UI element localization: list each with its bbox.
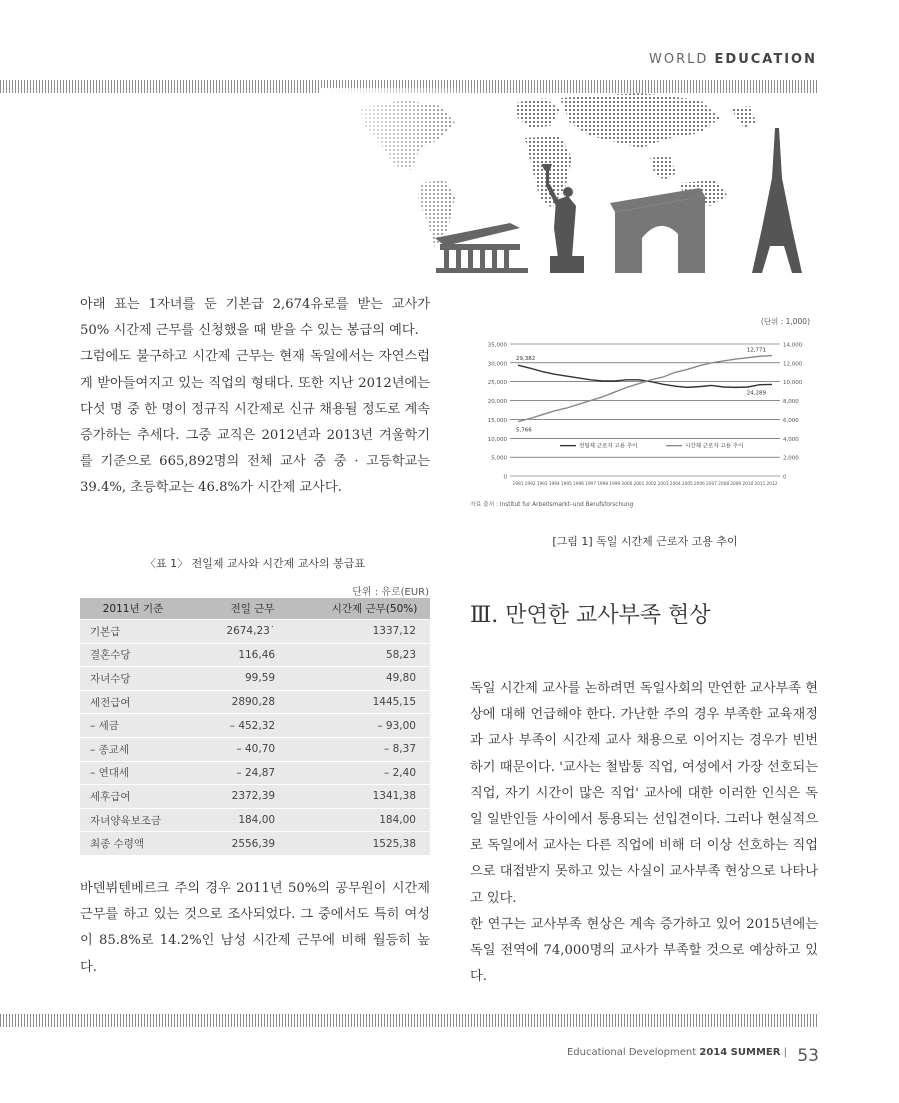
table-row: [80, 761, 430, 785]
table-body: [80, 620, 430, 855]
series-line: [518, 365, 772, 387]
section-title: Ⅲ. 만연한 교사부족 현상: [470, 603, 711, 628]
paragraph: 독일 시간제 교사를 논하려면 독일사회의 만연한 교사부족 현상에 대해 언급해야 한다. 가난한 주의 경우 부족한 교육재정과 교사 부족이 시간제 교사 채용으로 이어지는 경우가 빈번하기 때문이다. '교사는 철밥통 직업, 여성에서 가장 선호되는 직업, 자기 시간이 많은 직업' 교사에 대한 이러한 인식은 독일 일반인들 사이에서 통용되는 선입견이다. 그러나 현실적으로 독일에서 교사는 다른 직업에 비해 더 이상 선호하는 직업으로 대접받지 못하고 있는 사실이 교사부족 현상으로 나타나고 있다.: [470, 681, 818, 906]
table-cell: 1341,38: [319, 785, 430, 809]
x-tick-label: 1998: [597, 482, 609, 487]
legend-label: 전일제 근로자 고용 추이: [579, 443, 638, 450]
y-right-tick-label: 12,000: [783, 361, 803, 368]
x-tick-label: 2006: [693, 482, 705, 487]
y-right-tick-label: 0: [783, 474, 787, 481]
table-cell: 1445,15: [319, 690, 430, 714]
table-cell: 2890,28: [186, 690, 319, 714]
table-row: [80, 620, 430, 644]
figure-caption: [그림 1] 독일 시간제 근로자 고용 추이: [552, 535, 738, 548]
table-row: [80, 714, 430, 738]
paragraph: 바덴뷔텐베르크 주의 경우 2011년 50%의 공무원이 시간제 근무를 하고 있는 것으로 조사되었다. 그 중에서도 특히 여성이 85.8%로 14.2%인 남성 시간제 근무에 비해 월등히 높다.: [80, 881, 430, 975]
x-tick-label: 1991: [512, 482, 524, 487]
legend-label: 시간제 근로자 고용 추이: [685, 443, 744, 450]
series-line: [518, 356, 772, 422]
table-cell: 1337,12: [319, 620, 430, 644]
table-unit: 단위 : 유로(EUR): [352, 587, 429, 598]
x-tick-label: 2010: [742, 482, 754, 487]
table-cell: 자녀양육보조금: [80, 808, 186, 832]
y-right-tick-label: 14,000: [783, 342, 803, 349]
y-left-tick-label: 20,000: [487, 399, 507, 406]
table-header-cell: 시간제 근무(50%): [319, 598, 430, 620]
table-cell: 최종 수령액: [80, 832, 186, 855]
x-tick-label: 1994: [548, 482, 560, 487]
paragraph: 아래 표는 1자녀를 둔 기본급 2,674유로를 받는 교사가 50% 시간제 근무를 신청했을 때 받을 수 있는 봉급의 예다.: [80, 297, 430, 339]
data-label: 24,289: [746, 390, 766, 397]
x-tick-label: 2003: [657, 482, 669, 487]
page-number: 53: [797, 1046, 819, 1066]
footer-journal-name: Educational Development: [566, 1047, 697, 1058]
table-row: [80, 690, 430, 714]
table-cell: 2372,39: [186, 785, 319, 809]
x-tick-label: 2005: [681, 482, 693, 487]
x-tick-label: 1997: [585, 482, 597, 487]
table-cell: – 8,37: [319, 737, 430, 761]
arc-de-triomphe-icon: [610, 188, 705, 273]
x-tick-label: 2009: [730, 482, 742, 487]
table-cell: 2556,39: [186, 832, 319, 855]
x-tick-label: 1995: [560, 482, 572, 487]
y-left-tick-label: 30,000: [487, 361, 507, 368]
data-label: 12,771: [746, 347, 766, 354]
x-tick-label: 2008: [718, 482, 730, 487]
y-right-tick-label: 2,000: [783, 455, 799, 462]
table-cell: – 452,32: [186, 714, 319, 738]
x-tick-label: 1993: [536, 482, 548, 487]
table-row: [80, 667, 430, 691]
table-cell: 1525,38: [319, 832, 430, 855]
table-cell: – 24,87: [186, 761, 319, 785]
x-tick-label: 2007: [706, 482, 717, 487]
table-row: [80, 737, 430, 761]
footer-journal: Educational Development 2014 SUMMER |: [566, 1047, 787, 1058]
table-header-cell: 전일 근무: [186, 598, 319, 620]
bottom-stripe-divider: [0, 1014, 818, 1027]
chart-unit-label: (단위 : 1,000): [760, 317, 810, 326]
table-cell: – 연대세: [80, 761, 186, 785]
hero-illustration: [320, 88, 820, 273]
table-cell: 58,23: [319, 643, 430, 667]
paragraph: 그럼에도 불구하고 시간제 근무는 현재 독일에서는 자연스럽게 받아들여지고 있는 직업의 형태다. 또한 지난 2012년에는 다섯 명 중 한 명이 정규직 시간제로 신규 채용될 정도로 계속 증가하는 추세다. 그중 교직은 2012년과 2013년 겨울학기를 기준으로 665,892명의 전체 교사 중 중 · 고등학교는 39.4%, 초등학교는 46.8%가 시간제 교사다.: [80, 349, 430, 496]
y-right-tick-label: 4,000: [783, 436, 799, 443]
y-left-tick-label: 35,000: [487, 342, 507, 349]
y-left-tick-label: 5,000: [491, 455, 507, 462]
x-tick-label: 2011: [754, 482, 766, 487]
left-bottom-text: [80, 876, 430, 981]
table-cell: 기본급: [80, 620, 186, 644]
chart-source: 자료 출처 : Institut fur Arbeitsmarkt–und Berufsforschung: [470, 502, 634, 508]
header-label-light: WORLD: [649, 52, 709, 67]
y-left-tick-label: 10,000: [487, 436, 507, 443]
x-tick-label: 1999: [609, 482, 621, 487]
table-cell: – 40,70: [186, 737, 319, 761]
table-row: [80, 785, 430, 809]
x-tick-label: 1992: [524, 482, 536, 487]
table-row: [80, 643, 430, 667]
table-cell: 세후급여: [80, 785, 186, 809]
table-caption: 〈표 1〉 전일제 교사와 시간제 교사의 봉급표: [145, 557, 365, 570]
header-label-bold: EDUCATION: [714, 52, 817, 67]
paragraph: 한 연구는 교사부족 현상은 계속 증가하고 있어 2015년에는 독일 전역에 74,000명의 교사가 부족할 것으로 예상하고 있다.: [470, 916, 818, 985]
y-right-tick-label: 6,000: [783, 417, 799, 424]
table-header-row: [80, 598, 430, 620]
x-tick-label: 2001: [633, 482, 645, 487]
table-cell: 결혼수당: [80, 643, 186, 667]
table-cell: 2674,23˙: [186, 620, 319, 644]
footer-issue: 2014 SUMMER: [699, 1047, 781, 1058]
table-row: [80, 808, 430, 832]
left-top-text: [80, 292, 430, 502]
y-left-tick-label: 15,000: [487, 417, 507, 424]
table-cell: – 93,00: [319, 714, 430, 738]
x-tick-label: 2012: [766, 482, 778, 487]
table-row: [80, 832, 430, 855]
table-cell: – 세금: [80, 714, 186, 738]
section-header: [649, 52, 817, 67]
table-cell: 세전급여: [80, 690, 186, 714]
table-header-cell: 2011년 기준: [80, 598, 186, 620]
x-tick-label: 1996: [573, 482, 584, 487]
data-label: 5,766: [516, 427, 532, 434]
table-cell: 자녀수당: [80, 667, 186, 691]
y-left-tick-label: 25,000: [487, 380, 507, 387]
salary-table: [80, 598, 430, 855]
y-right-tick-label: 10,000: [783, 380, 803, 387]
x-tick-label: 2002: [645, 482, 657, 487]
line-chart-svg: [470, 310, 820, 520]
table-cell: 184,00: [319, 808, 430, 832]
right-body-text: [470, 676, 818, 990]
y-left-tick-label: 0: [503, 474, 507, 481]
table-cell: 184,00: [186, 808, 319, 832]
y-right-tick-label: 8,000: [783, 399, 799, 406]
table-cell: 116,46: [186, 643, 319, 667]
table-cell: – 2,40: [319, 761, 430, 785]
table-cell: – 종교세: [80, 737, 186, 761]
data-label: 29,382: [516, 356, 536, 363]
x-tick-label: 2000: [621, 482, 633, 487]
employment-chart: [470, 310, 820, 520]
x-tick-label: 2004: [669, 482, 681, 487]
table-cell: 49,80: [319, 667, 430, 691]
table-cell: 99,59: [186, 667, 319, 691]
